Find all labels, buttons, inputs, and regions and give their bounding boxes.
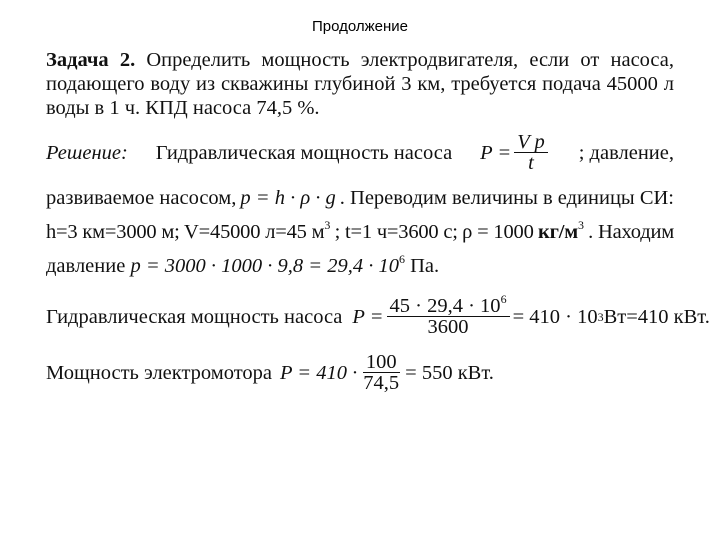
power-formula-denominator: t: [528, 152, 534, 174]
line2-text: развиваемое насосом,: [46, 187, 237, 209]
solution-line-2: [46, 186, 674, 210]
si-volume-text: V=45000 л=45 м: [184, 221, 325, 243]
si-volume: [184, 220, 330, 244]
si-tail: . Находим: [588, 221, 674, 243]
task-text-1: Определить мощность электродвигателя, если от насоса,: [146, 49, 674, 71]
hydro-numerator: [387, 292, 510, 317]
power-formula-lhs: P =: [480, 141, 512, 164]
si-density-units-exp: 3: [577, 218, 584, 232]
task-line-3: воды в 1 ч. КПД насоса 74,5 %.: [46, 97, 320, 119]
line2-tail: . Переводим величины в единицы СИ:: [339, 187, 674, 209]
si-density-units-text: кг/м: [537, 221, 578, 243]
pressure-unit: Па.: [410, 255, 440, 277]
si-volume-exp: 3: [324, 218, 331, 232]
solution-line-1: [46, 132, 674, 173]
motor-power-line: [46, 352, 494, 393]
hydro-numerator-exp: 6: [500, 292, 507, 306]
hydro-result-tail: Вт=410 кВт.: [603, 305, 710, 328]
motor-numerator: 100: [363, 352, 400, 373]
motor-fraction: [360, 352, 402, 393]
pressure-exp: 6: [398, 252, 405, 266]
pressure-line: [46, 254, 439, 278]
si-h: h=3 км=3000 м;: [46, 221, 180, 243]
pressure-definition-formula: p = h · ρ · g: [240, 187, 336, 209]
motor-label: Мощность электромотора: [46, 361, 273, 384]
power-formula-numerator: V p: [514, 132, 548, 153]
hydro-lhs: P =: [352, 305, 384, 328]
solution-label: Решение:: [46, 141, 128, 164]
motor-result: = 550 кВт.: [405, 361, 494, 384]
hydro-result: = 410 · 10: [512, 305, 598, 328]
pressure-label: давление: [46, 255, 126, 277]
pressure-text: ; давление,: [578, 141, 674, 164]
slide-header: Продолжение: [311, 18, 409, 35]
hydraulic-power-line: Гидравлическая мощность насоса P = $\frac{45 \cdot 29,4 \cdot 10^6}{3600}$ = 410 · 10 3 Вт=410 кВт.: [46, 292, 710, 338]
hydro-label: Гидравлическая мощность насоса: [46, 305, 343, 328]
motor-lhs: P = 410 ·: [280, 361, 358, 384]
task-line-2: подающего воду из скважины глубиной 3 км, требуется подача 45000 л: [46, 73, 674, 95]
task-line-1: [46, 48, 674, 72]
si-time: ; t=1 ч=3600 с;: [334, 221, 458, 243]
motor-denominator: 74,5: [363, 372, 400, 394]
solution-intro: Гидравлическая мощность насоса: [155, 141, 453, 164]
si-density-units: [538, 220, 584, 244]
hydro-fraction: [387, 292, 510, 338]
hydro-numerator-text: 45 · 29,4 · 10: [389, 295, 501, 317]
power-formula-fraction: [514, 132, 548, 173]
si-density: ρ = 1000: [462, 221, 534, 243]
si-conversion-line: [46, 220, 674, 244]
task-label: Задача 2.: [46, 49, 136, 71]
pressure-calc: p = 3000 · 1000 · 9,8 = 29,4 · 10: [130, 255, 399, 277]
power-formula: [480, 132, 551, 173]
hydro-denominator: 3600: [427, 316, 469, 338]
